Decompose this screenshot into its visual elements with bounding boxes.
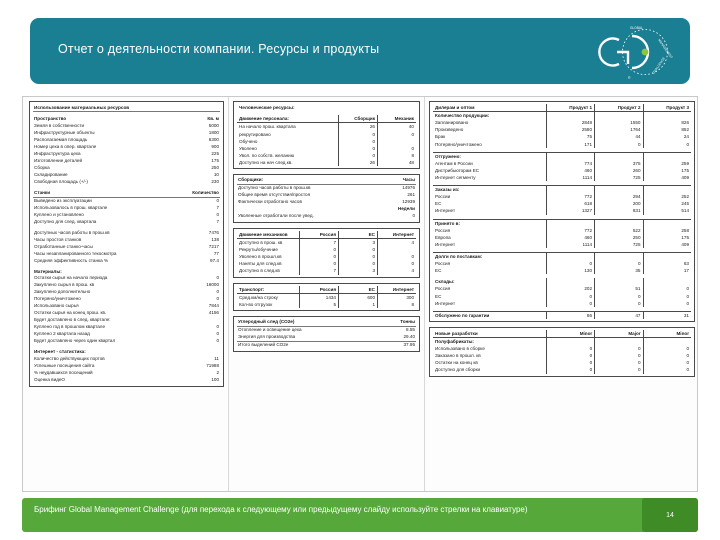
table-row: Земля в собственности 5000 xyxy=(34,123,219,129)
table-row: Остатки на конец кв 0 0 0 xyxy=(435,360,689,366)
table-row: Свободная площадь (+/-) 230 xyxy=(34,178,219,184)
col-product-2: Продукт 2 xyxy=(595,104,643,112)
table-row: Использовано в сборке 0 0 0 xyxy=(435,346,689,352)
panel-products xyxy=(429,101,695,322)
semifinished-title: Полуфабрикаты: xyxy=(435,338,474,344)
slide-number: 14 xyxy=(642,498,698,532)
table-row: Доступно на нач след.кв. 26 48 xyxy=(239,159,414,165)
col-eu: ЕС xyxy=(339,286,378,294)
column-human-resources xyxy=(229,97,425,491)
table-row: Сред.км/на строку 1434 600 300 xyxy=(239,294,414,300)
table-row: Рекруты/обучение 0 0 xyxy=(237,246,416,253)
table-row: Доступно для сборки 0 0 0 xyxy=(435,367,689,373)
col-major: Major xyxy=(595,330,643,338)
space-header: Пространство xyxy=(34,116,67,122)
table-row: Фактически отработано часов 12939 xyxy=(238,198,415,204)
table-row: Европа 460 250 175 xyxy=(435,234,689,240)
table-row: Россия 772 522 258 xyxy=(435,227,689,233)
table-row: Часы незапланированного техосмотра 77 xyxy=(34,250,219,256)
table-row: Располагаемая площадь 6300 xyxy=(34,137,219,143)
page-title: Отчет о деятельности компании. Ресурсы и продукты xyxy=(58,42,380,56)
table-row: Обслужено по гарантии 86 47 31 xyxy=(435,312,689,318)
warehouse-title: Склады: xyxy=(435,279,455,285)
table-row: Энергия для производства 29.40 xyxy=(237,334,416,341)
table-row: Произведено 2580 1764 852 xyxy=(435,127,689,133)
slide-footer xyxy=(22,498,698,532)
accepted-title: Принято в: xyxy=(433,219,546,227)
table-row: Кол-во отгрузок 5 1 8 xyxy=(239,301,414,307)
table-row: Увол. по собств. желанию 0 8 xyxy=(239,152,414,158)
table-row: Россия 0 0 63 xyxy=(435,261,689,267)
table-row: Наняты для след.кв 0 0 0 xyxy=(239,261,414,267)
products-title: Дилерам и оптом xyxy=(433,104,546,112)
table-row: Интернет 0 0 0 xyxy=(435,300,689,306)
table-row: Доступно для след. квартала 7 xyxy=(34,218,219,224)
table-row: Россия 202 51 0 xyxy=(435,286,689,292)
col-product-3: Продукт 3 xyxy=(643,104,691,112)
machines-unit: Количество xyxy=(188,190,220,197)
table-row: Интернет 1114 725 409 xyxy=(435,241,689,247)
space-unit: Кв. м xyxy=(207,116,219,122)
table-row: ЕС 0 0 0 xyxy=(435,293,689,299)
table-row: Доступно в след.кв 7 3 4 xyxy=(239,268,414,274)
panel-mechanics-movement xyxy=(233,228,420,278)
table-row: Обучено 0 xyxy=(237,138,416,145)
table-row: Итого выделений CO2e 37.95 xyxy=(238,341,415,347)
assemblers-unit-hours: Часы xyxy=(384,177,416,184)
table-row: Остатки сырья на начало периода 0 xyxy=(34,275,219,281)
table-row: Уволено в прошл.кв 0 0 0 xyxy=(239,254,414,260)
column-products xyxy=(425,97,697,491)
table-row: Инфраструктура цеха 225 xyxy=(34,150,219,156)
table-row: Уволенные отработали после увед. 0 xyxy=(238,212,415,218)
panel-carbon-footprint xyxy=(233,316,420,352)
table-row: Дистрибьюторам ЕС 460 260 175 xyxy=(435,167,689,173)
table-row: Куплено 2 квартала назад 0 xyxy=(34,331,219,337)
material-resources-title: Использование материальных ресурсов xyxy=(33,104,220,112)
quantity-title: Количество продукции: xyxy=(435,113,490,119)
gmc-logo xyxy=(588,22,674,82)
table-row: Отопление и освещение цеха 8.55 xyxy=(238,326,415,332)
table-row: рекрутировано 0 0 xyxy=(239,131,414,137)
table-row: Инфраструктурные объекты 1800 xyxy=(34,130,219,136)
human-resources-title: Человеческие ресурсы: xyxy=(239,105,295,110)
table-row: Интернет сегменту 1114 725 409 xyxy=(435,174,689,180)
table-row: Будет доставлено в след. квартале: xyxy=(34,317,111,323)
column-material-resources xyxy=(23,97,229,491)
table-row: Количество действующих портов 11 xyxy=(34,356,219,362)
table-row: Агентам в России 774 375 259 xyxy=(435,160,689,166)
table-row: Потеряно/уничтожено 171 0 0 xyxy=(435,141,689,147)
col-internet: Интернет xyxy=(378,286,417,294)
table-row: Изготовление деталей 175 xyxy=(34,157,219,163)
slide-header xyxy=(30,18,690,84)
table-row: Оценка видеО 100 xyxy=(34,377,219,383)
col-internet: Интернет xyxy=(378,231,417,239)
table-row: России 772 294 252 xyxy=(435,194,689,200)
svg-text:GLOBAL: GLOBAL xyxy=(630,26,643,30)
table-row: Остатки сырья на конец прош. кв. 4156 xyxy=(34,310,219,316)
col-minor-2: Minor xyxy=(643,330,691,338)
table-row: Будет доставлено через один квартал 0 xyxy=(34,338,219,344)
staff-movement-subtitle: Движение персонала: xyxy=(237,115,339,123)
orders-title: Заказы из: xyxy=(433,186,546,194)
table-row: Использовано сырья 7844 xyxy=(34,303,219,309)
panel-new-developments xyxy=(429,327,695,377)
report-sheet xyxy=(22,96,698,492)
materials-title: Материалы: xyxy=(34,268,62,274)
table-row: Куплено год в прошлом квартале 0 xyxy=(34,324,219,330)
table-row: % неудавшихся посещений 2 xyxy=(34,370,219,376)
panel-transport xyxy=(233,283,420,311)
mechanics-title: Движение механиков xyxy=(237,231,300,239)
table-row: Складирование 10 xyxy=(34,171,219,177)
table-row: Использовалось в прош. квартале 7 xyxy=(34,204,219,210)
transport-title: Транспорт: xyxy=(237,286,300,294)
table-row: Запланировано 2848 1550 826 xyxy=(435,120,689,126)
col-russia: Россия xyxy=(300,231,339,239)
backorders-title: Долги по поставкам: xyxy=(433,252,546,260)
table-row: Доступных часов работы в прош.кв 7476 xyxy=(34,229,219,235)
table-row: Закуплено сырья в прош. кв 16000 xyxy=(34,282,219,288)
svg-text:®: ® xyxy=(628,76,631,80)
table-row: Доступно в прош. кв 7 3 4 xyxy=(239,239,414,245)
table-row: Успешные посещения сайта 71988 xyxy=(34,363,219,369)
carbon-title: Углеродный след (CO2e) xyxy=(237,319,384,326)
table-row: Часы простоя станков 138 xyxy=(34,236,219,242)
assemblers-title: Сборщики: xyxy=(237,177,384,184)
table-row: Интернет 1327 831 514 xyxy=(435,208,689,214)
table-row: Куплено и установлено 0 xyxy=(34,211,219,217)
developments-title: Новые разработки xyxy=(433,330,546,338)
table-row: Отработанные станко-часы 7217 xyxy=(34,243,219,249)
table-row: Закуплено дополнительно 0 xyxy=(34,289,219,295)
table-row: Средняя эффективность станка % 97.4 xyxy=(34,257,219,263)
table-row: На начало прош. квартала 26 40 xyxy=(239,124,414,130)
table-row: ЕС 130 35 17 xyxy=(435,268,689,274)
table-row: Сборка 250 xyxy=(34,164,219,170)
footer-text: Брифинг Global Management Challenge (для перехода к следующему или предыдущему слайду используйте стрелки на клавиатуре) xyxy=(34,505,528,514)
panel-material-resources xyxy=(29,101,224,387)
shipped-title: Отгружено: xyxy=(433,152,546,160)
col-minor-1: Minor xyxy=(546,330,594,338)
panel-assemblers xyxy=(233,174,420,223)
col-product-1: Продукт 1 xyxy=(546,104,594,112)
table-row: Общее время отсутствия/простоя 261 xyxy=(238,191,415,197)
table-row: Доступно часов работы в прош.кв 14976 xyxy=(238,185,415,191)
internet-stats-title: Интернет - статистика: xyxy=(34,349,86,355)
carbon-unit: Тонны xyxy=(384,319,416,326)
table-row: Заказано в прошл. кв 0 0 0 xyxy=(435,353,689,359)
col-assembler: Сборщик xyxy=(339,115,378,123)
col-eu: ЕС xyxy=(339,231,378,239)
assemblers-unit-weeks: Недели xyxy=(397,205,415,211)
table-row: Потеряно/уничтожено 0 xyxy=(34,296,219,302)
table-row: Номер цеха в опер. кварталe 900 xyxy=(34,144,219,150)
machines-title: Станки xyxy=(33,190,188,197)
table-row: ЕС 618 200 245 xyxy=(435,201,689,207)
col-russia: Россия xyxy=(300,286,339,294)
table-row: Уволено 0 0 xyxy=(239,145,414,151)
panel-human-resources xyxy=(233,101,420,169)
col-mechanic: Механик xyxy=(378,115,417,123)
svg-text:CHALLENGE: CHALLENGE xyxy=(651,56,666,75)
svg-text:MANAGEMENT: MANAGEMENT xyxy=(657,38,674,60)
table-row: Брак 75 44 24 xyxy=(435,134,689,140)
table-row: Выведено из эксплуатации 0 xyxy=(34,197,219,203)
